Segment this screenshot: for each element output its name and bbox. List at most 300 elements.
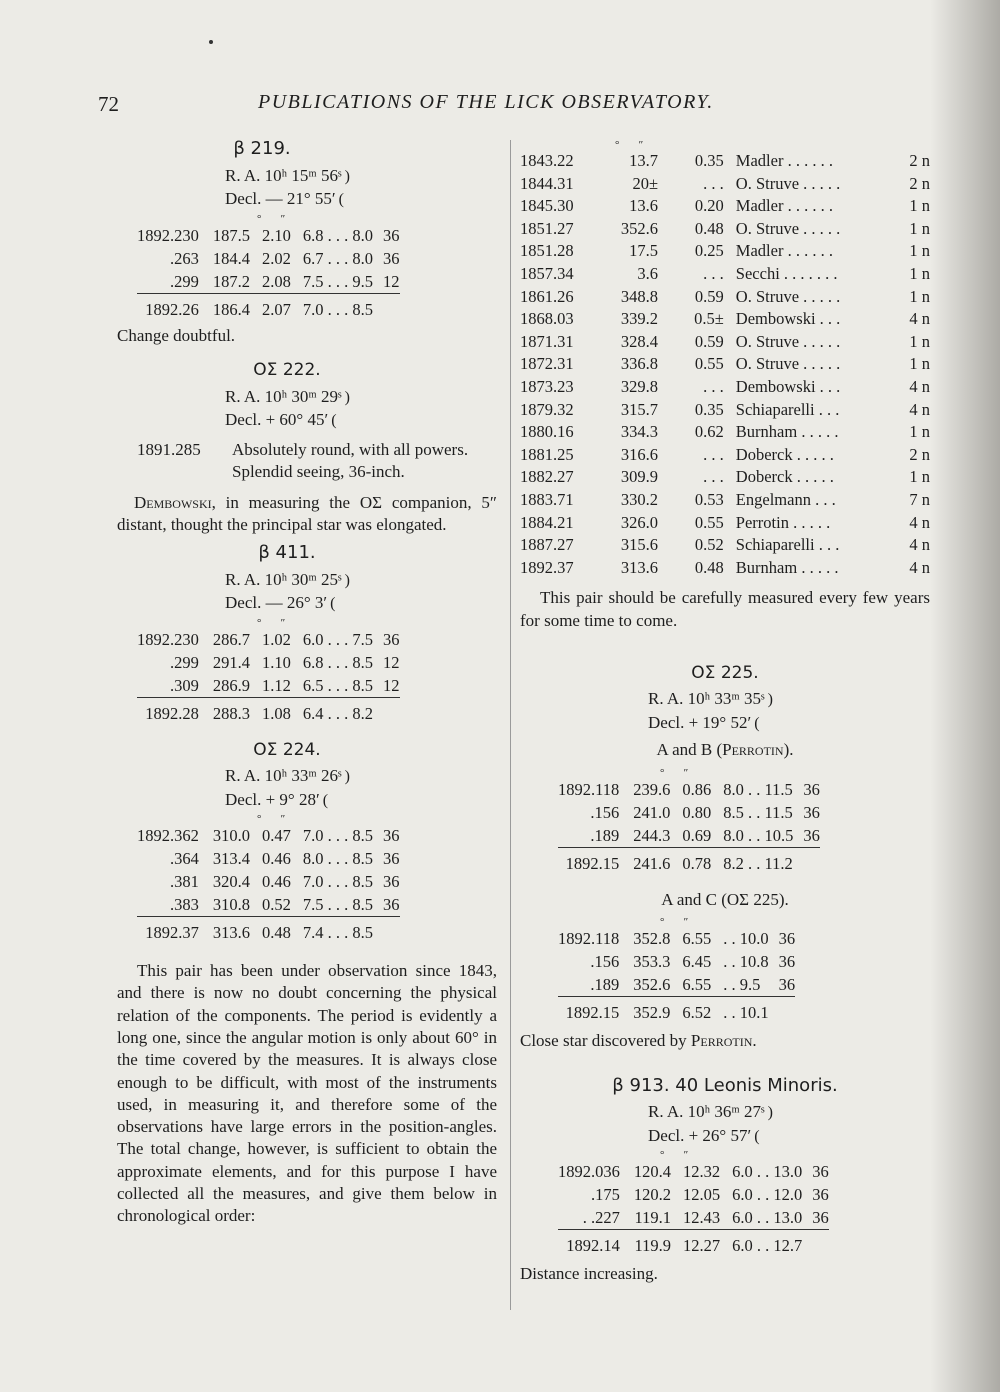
table-row	[137, 674, 400, 698]
star-title: OΣ 225.	[691, 662, 759, 683]
distance: 2.10	[262, 225, 291, 245]
coordinates	[225, 569, 497, 616]
distance: 12.43	[683, 1208, 721, 1228]
epoch: 1879.32	[520, 399, 574, 419]
distance: 0.20	[694, 196, 724, 216]
epoch: 1872.31	[520, 354, 574, 374]
brace-icon: )	[344, 167, 350, 185]
table-row	[558, 1183, 829, 1206]
units-row: ° ″	[660, 766, 689, 779]
observer-name: Dembowski	[134, 492, 212, 512]
position-angle: 241.0	[633, 802, 671, 822]
table-row	[558, 778, 820, 801]
nights: 36	[812, 1185, 829, 1205]
position-angle: 187.2	[212, 271, 250, 291]
distance: 0.53	[694, 489, 724, 509]
history-row	[520, 512, 930, 535]
page-edge-shadow	[930, 0, 1000, 1392]
position-angle: 320.4	[212, 872, 250, 892]
observer: Madler . . . . . .	[735, 151, 833, 170]
observer: Doberck . . . . .	[735, 444, 834, 464]
observer: O. Struve . . . . .	[735, 354, 841, 374]
obs-date: 1892.37	[137, 917, 213, 945]
nights: 4 n	[909, 376, 930, 396]
distance: 0.5±	[694, 309, 724, 329]
obs-date: 1892.118	[558, 929, 620, 949]
observation-line	[137, 439, 497, 484]
magnitudes: 7.0 . . . 8.5	[302, 826, 373, 846]
distance: 0.69	[682, 825, 712, 845]
right-ascension: R. A. 10ʰ 33ᵐ 35ˢ	[648, 689, 765, 709]
component-heading	[520, 739, 930, 762]
obs-date: .299	[170, 271, 199, 291]
nights: 36	[803, 825, 820, 845]
nights: 36	[383, 225, 400, 245]
distance: 0.48	[694, 218, 724, 238]
epoch: 1851.28	[520, 241, 574, 261]
obs-date: .309	[170, 675, 199, 695]
history-row	[520, 331, 930, 354]
observer: O. Struve . . . . .	[735, 173, 841, 193]
obs-date: .189	[590, 975, 620, 995]
units-row: ° ″	[257, 813, 286, 826]
measures-table	[137, 824, 400, 944]
distance: 6.52	[682, 997, 723, 1025]
obs-date: .381	[170, 872, 199, 892]
magnitudes: 6.7 . . . 8.0	[302, 248, 373, 268]
position-angle: 313.6	[620, 557, 658, 577]
magnitudes: . . 9.5	[723, 975, 761, 995]
epoch: 1857.34	[520, 263, 574, 283]
magnitudes: . . 10.8	[723, 952, 769, 972]
running-title: PUBLICATIONS OF THE LICK OBSERVATORY.	[258, 91, 714, 113]
observer: Doberck . . . . .	[735, 467, 834, 487]
nights: 2 n	[909, 444, 930, 464]
history-row	[520, 353, 930, 376]
obs-date: 1892.15	[558, 847, 633, 875]
table-row	[137, 824, 400, 847]
measures-table	[137, 628, 400, 725]
distance: 0.52	[262, 895, 291, 915]
note: Change doubtful.	[117, 325, 236, 345]
declination: Decl. — 21° 55′	[225, 189, 336, 208]
distance: 0.46	[262, 849, 291, 869]
nights: 4 n	[909, 399, 930, 419]
magnitudes: . . 10.1	[723, 997, 778, 1025]
observer-name: Perrotin	[690, 1031, 753, 1051]
nights: 4 n	[909, 512, 930, 532]
table-row	[558, 824, 820, 848]
position-angle: 120.4	[633, 1162, 671, 1182]
component-heading: A and C (OΣ 225).	[661, 889, 789, 909]
nights: 36	[778, 929, 796, 949]
history-row	[520, 466, 930, 489]
obs-date: .175	[591, 1185, 620, 1205]
distance: 0.55	[694, 354, 724, 374]
nights: 36	[383, 629, 400, 649]
heading-text: ).	[783, 740, 794, 760]
nights: 2 n	[909, 151, 930, 170]
distance: 2.02	[262, 248, 291, 268]
distance: 0.59	[694, 286, 724, 306]
right-ascension: R. A. 10ʰ 36ᵐ 27ˢ	[648, 1102, 765, 1122]
position-angle: 119.9	[634, 1230, 683, 1258]
nights: 2 n	[909, 173, 930, 193]
nights	[383, 293, 400, 321]
distance: 0.55	[694, 512, 724, 532]
epoch: 1881.25	[520, 444, 574, 464]
table-row	[137, 628, 400, 651]
brace-icon: (	[754, 1127, 760, 1145]
nights	[383, 697, 400, 725]
star-b913	[520, 1075, 930, 1286]
magnitudes: 6.0 . . 12.0	[732, 1185, 803, 1205]
nights: 1 n	[909, 354, 930, 374]
position-angle: 20±	[632, 173, 658, 193]
distance: 2.07	[262, 293, 303, 321]
table-row	[558, 950, 795, 973]
obs-date: .383	[170, 895, 199, 915]
table-row	[137, 847, 400, 870]
position-angle: 288.3	[213, 697, 262, 725]
observer: Burnham . . . . .	[735, 422, 839, 442]
measures-table	[137, 224, 400, 321]
declination: Decl. + 60° 45′	[225, 410, 329, 429]
table-row	[137, 270, 400, 294]
observer: Schiaparelli . . .	[735, 399, 840, 419]
observer: O. Struve . . . . .	[735, 218, 841, 238]
table-row	[137, 224, 400, 247]
paragraph: This pair has been under observation since 1843, and there is now no doubt concerning the physical relation of the components. The period is evidently a long one, since the angular motion is only about 60° in the time covered by the measures. It is always close enough to be difficult, with most of the instruments used, in measuring it, and therefore some of the observations have large errors in the position-angles. The total change, however, is sufficient to obtain the approximate elements, and for this purpose I have collected all the measures, and give them below in chronological order:	[117, 961, 497, 1226]
brace-icon: (	[331, 412, 337, 429]
page-number: 72	[98, 92, 119, 116]
magnitudes: 6.5 . . . 8.5	[302, 675, 373, 695]
brace-icon: (	[754, 714, 760, 732]
epoch: 1851.27	[520, 218, 574, 238]
position-angle: 336.8	[620, 354, 658, 374]
obs-date: .156	[590, 952, 620, 972]
magnitudes: 7.5 . . . 9.5	[302, 271, 373, 291]
nights	[812, 1230, 829, 1258]
distance: 12.32	[683, 1162, 721, 1182]
obs-date: 1892.118	[558, 779, 620, 799]
table-row	[558, 973, 795, 997]
position-angle: 326.0	[620, 512, 658, 532]
note: Distance increasing.	[520, 1264, 658, 1284]
note-text: .	[752, 1031, 757, 1051]
position-angle: 339.2	[620, 309, 658, 329]
declination: Decl. + 26° 57′	[648, 1125, 752, 1145]
history-row	[520, 534, 930, 557]
epoch: 1884.21	[520, 512, 574, 532]
nights: 36	[812, 1162, 829, 1182]
units-row: ° ″	[660, 916, 689, 929]
distance: 1.10	[262, 652, 291, 672]
history-row	[520, 489, 930, 512]
epoch: 1873.23	[520, 376, 574, 396]
position-angle: 352.9	[633, 997, 682, 1025]
star-os225	[520, 662, 930, 1053]
distance: 1.02	[262, 629, 291, 649]
table-row	[558, 1160, 829, 1183]
history-row	[520, 173, 930, 196]
position-angle: 348.8	[620, 286, 658, 306]
observer: O. Struve . . . . .	[735, 331, 841, 351]
nights: 36	[778, 952, 796, 972]
note: This pair should be carefully measured every few years for some time to come.	[520, 588, 930, 630]
position-angle: 119.1	[634, 1208, 671, 1228]
ink-speck	[209, 40, 213, 44]
table-row	[137, 247, 400, 270]
nights: 1 n	[909, 196, 930, 216]
units-row: ° ″	[660, 1149, 689, 1162]
history-row	[520, 376, 930, 399]
distance: 1.12	[262, 675, 291, 695]
epoch: 1845.30	[520, 196, 574, 216]
obs-date: .299	[170, 652, 199, 672]
history-row	[520, 557, 930, 580]
epoch: 1871.31	[520, 331, 574, 351]
position-angle: 334.3	[620, 422, 658, 442]
nights: 1 n	[909, 331, 930, 351]
distance: 0.78	[682, 847, 723, 875]
magnitudes: 6.0 . . 12.7	[732, 1230, 812, 1258]
note-text: Close star discovered by	[520, 1031, 691, 1051]
position-angle: 329.8	[620, 376, 658, 396]
distance: 12.27	[683, 1230, 732, 1258]
nights: 1 n	[909, 241, 930, 261]
nights: 36	[383, 895, 400, 915]
position-angle: 291.4	[212, 652, 250, 672]
nights	[779, 997, 796, 1025]
epoch: 1892.37	[520, 557, 574, 577]
distance: 0.52	[694, 535, 724, 555]
measures-table-ac	[558, 927, 795, 1024]
nights: 36	[383, 872, 400, 892]
magnitudes: 6.0 . . 13.0	[732, 1208, 803, 1228]
heading-text: A and B (	[656, 740, 723, 760]
obs-date: .263	[170, 248, 199, 268]
distance: 0.35	[694, 399, 724, 419]
nights	[803, 847, 820, 875]
history-row	[520, 150, 930, 173]
star-os224	[117, 739, 497, 1228]
star-title: OΣ 222.	[253, 360, 321, 380]
nights	[383, 917, 400, 945]
brace-icon: (	[322, 791, 329, 809]
declination: Decl. — 26° 3′	[225, 593, 328, 613]
star-title: OΣ 224.	[253, 739, 321, 760]
units-row: ° ″	[257, 616, 286, 629]
mean-row	[137, 293, 400, 321]
distance: 6.55	[682, 975, 712, 995]
magnitudes: 6.0 . . 13.0	[732, 1162, 803, 1182]
position-angle: 310.0	[212, 826, 250, 846]
history-row	[520, 444, 930, 467]
magnitudes: 7.0 . . . 8.5	[303, 293, 383, 321]
nights: 4 n	[909, 309, 930, 329]
position-angle: 352.6	[633, 975, 671, 995]
observer: Dembowski . . .	[735, 376, 841, 396]
coordinates	[225, 165, 497, 212]
obs-date: .364	[170, 849, 199, 869]
mean-row	[137, 697, 400, 725]
magnitudes: 8.0 . . 11.5	[723, 779, 793, 799]
nights: 1 n	[909, 218, 930, 238]
brace-icon: (	[330, 595, 336, 613]
observer: Burnham . . . . .	[735, 557, 839, 577]
magnitudes: 7.0 . . . 8.5	[302, 872, 373, 892]
nights: 1 n	[909, 286, 930, 306]
obs-date: 1892.230	[137, 629, 199, 649]
distance: 12.05	[683, 1185, 721, 1205]
magnitudes: 7.5 . . . 8.5	[302, 895, 373, 915]
nights: 1 n	[909, 467, 930, 487]
distance: 1.08	[262, 697, 303, 725]
column-divider	[510, 140, 511, 1310]
epoch: 1880.16	[520, 422, 574, 442]
mean-row	[558, 847, 820, 875]
obs-date: 1892.362	[137, 826, 199, 846]
magnitudes: 8.2 . . 11.2	[723, 847, 803, 875]
brace-icon: )	[767, 1104, 773, 1122]
distance: . . .	[703, 173, 724, 193]
table-row	[558, 801, 820, 824]
epoch: 1887.27	[520, 535, 574, 555]
nights: 36	[778, 975, 796, 995]
magnitudes: 6.8 . . . 8.0	[302, 225, 373, 245]
epoch: 1882.27	[520, 467, 574, 487]
table-row	[558, 927, 795, 950]
epoch: 1843.22	[520, 151, 574, 170]
magnitudes: 8.5 . . 11.5	[723, 802, 793, 822]
star-b219	[117, 138, 497, 347]
position-angle: 244.3	[633, 825, 671, 845]
left-column	[117, 138, 497, 1228]
right-ascension: R. A. 10ʰ 30ᵐ 25ˢ	[225, 569, 342, 589]
position-angle: 13.7	[629, 151, 658, 170]
table-row	[137, 893, 400, 917]
distance: 0.62	[694, 422, 724, 442]
nights: 36	[803, 802, 820, 822]
distance: 0.59	[694, 331, 724, 351]
history-row	[520, 263, 930, 286]
magnitudes: 6.0 . . . 7.5	[302, 629, 373, 649]
star-b411	[117, 542, 497, 725]
observer: O. Struve . . . . .	[735, 286, 841, 306]
coordinates	[225, 386, 497, 433]
obs-date: .156	[590, 802, 620, 822]
right-ascension: R. A. 10ʰ 33ᵐ 26ˢ	[225, 766, 342, 786]
nights: 12	[383, 652, 400, 672]
position-angle: 13.6	[629, 196, 658, 216]
right-ascension: R. A. 10ʰ 30ᵐ 29ˢ	[225, 386, 342, 406]
nights: 36	[812, 1208, 829, 1228]
brace-icon: (	[338, 191, 344, 208]
obs-date: 1892.15	[558, 997, 633, 1025]
history-row	[520, 399, 930, 422]
star-os222	[117, 359, 497, 536]
position-angle: 239.6	[633, 779, 671, 799]
right-column	[520, 139, 930, 1294]
nights: 36	[383, 248, 400, 268]
history-row	[520, 421, 930, 444]
magnitudes: 8.0 . . 10.5	[723, 825, 794, 845]
distance: 0.80	[682, 802, 712, 822]
distance: 0.48	[262, 917, 303, 945]
nights: 4 n	[909, 557, 930, 577]
measures-table	[558, 1160, 829, 1257]
coordinates	[225, 765, 497, 812]
mean-row	[137, 917, 400, 945]
brace-icon: )	[344, 388, 350, 406]
units-row: ° ″	[615, 139, 644, 151]
nights: 12	[383, 675, 400, 695]
position-angle: 353.3	[633, 952, 671, 972]
magnitudes: 6.4 . . . 8.2	[303, 697, 383, 725]
observer: Engelmann . . .	[735, 489, 836, 509]
obs-date: 1892.036	[558, 1162, 620, 1182]
nights: 36	[803, 779, 820, 799]
brace-icon: )	[767, 691, 773, 709]
brace-icon: )	[344, 768, 350, 786]
distance: 6.55	[682, 929, 712, 949]
brace-icon: )	[344, 571, 350, 589]
obs-date: . .227	[582, 1208, 620, 1228]
nights: 7 n	[909, 489, 930, 509]
note	[520, 1030, 930, 1053]
position-angle: 352.6	[620, 218, 658, 238]
nights: 4 n	[909, 535, 930, 555]
position-angle: 286.7	[212, 629, 250, 649]
declination: Decl. + 19° 52′	[648, 712, 752, 732]
distance: . . .	[703, 376, 724, 396]
coordinates	[648, 1101, 930, 1148]
table-row	[137, 870, 400, 893]
table-row	[137, 651, 400, 674]
position-angle: 310.8	[212, 895, 250, 915]
observation-date: 1891.285	[137, 439, 201, 459]
units-row: ° ″	[257, 212, 286, 225]
history-row	[520, 240, 930, 263]
declination: Decl. + 9° 28′	[225, 789, 320, 809]
star-title: β 219.	[233, 138, 291, 159]
history-row	[520, 195, 930, 218]
star-title: β 411.	[258, 542, 316, 564]
observer: Madler . . . . . .	[735, 196, 833, 216]
measures-table-ab	[558, 778, 820, 875]
nights: 1 n	[909, 263, 930, 283]
observation-text: Absolutely round, with all powers. Splendid seeing, 36-inch.	[232, 439, 469, 481]
observer: Dembowski . . .	[735, 309, 841, 329]
distance: 0.35	[694, 151, 724, 170]
position-angle: 309.9	[620, 467, 658, 487]
position-angle: 313.4	[212, 849, 250, 869]
position-angle: 315.6	[620, 535, 658, 555]
magnitudes: 8.0 . . . 8.5	[302, 849, 373, 869]
position-angle: 352.8	[633, 929, 671, 949]
position-angle: 186.4	[213, 293, 262, 321]
distance: . . .	[703, 263, 724, 283]
position-angle: 315.7	[620, 399, 658, 419]
position-angle: 187.5	[212, 225, 250, 245]
distance: 0.48	[694, 557, 724, 577]
epoch: 1868.03	[520, 309, 574, 329]
epoch: 1861.26	[520, 286, 574, 306]
distance: . . .	[703, 444, 724, 464]
history-row	[520, 286, 930, 309]
coordinates	[648, 688, 930, 735]
